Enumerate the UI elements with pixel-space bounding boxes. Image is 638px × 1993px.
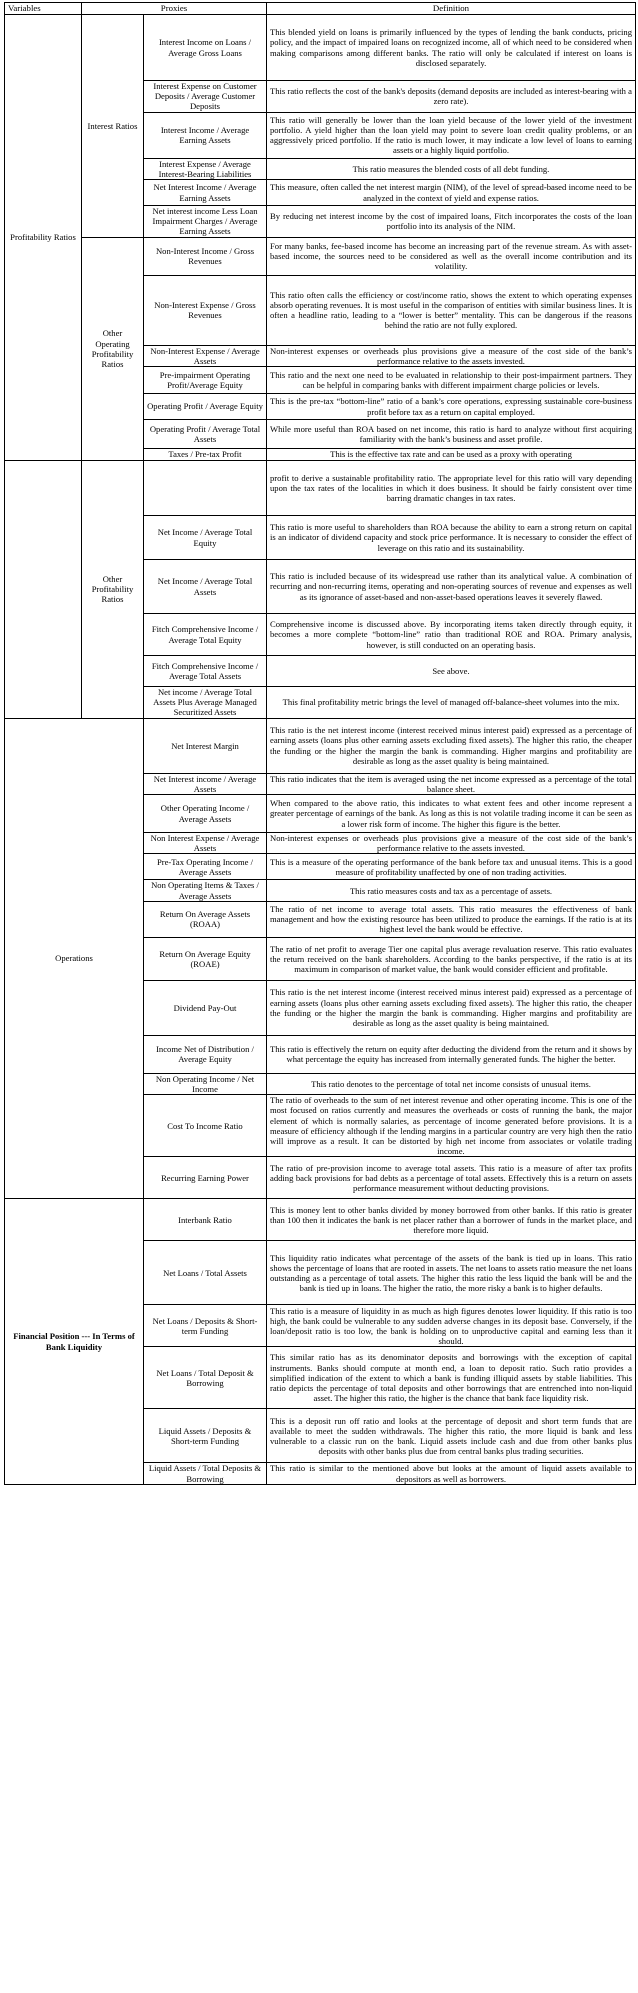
definition-cell: This ratio is the net interest income (interest received minus interest paid) expressed as a percentage of earning assets (loans plus other earning assets excluding fixed assets). The higher this ratio, the cheaper the funding or the higher the margin the bank is commanding. Higher margins and profitability are desirable as long as the asset quality is being maintained. xyxy=(267,718,636,773)
proxy-cell: Non Interest Expense / Average Assets xyxy=(144,833,267,854)
proxy-cell: Net interest income Less Loan Impairment Charges / Average Earning Assets xyxy=(144,206,267,238)
table-row xyxy=(5,237,636,275)
variable-profitability-ratios: Profitability Ratios xyxy=(5,15,82,461)
definition-cell: By reducing net interest income by the cost of impaired loans, Fitch incorporates the costs of the loan portfolio into its analysis of the NIM. xyxy=(267,206,636,238)
header-variables: Variables xyxy=(5,3,82,15)
definition-cell: This ratio is similar to the mentioned above but looks at the amount of liquid assets available to depositors as well as borrowers. xyxy=(267,1463,636,1484)
proxy-cell: Interest Income on Loans / Average Gross Loans xyxy=(144,15,267,81)
proxy-cell: Return On Average Assets (ROAA) xyxy=(144,901,267,937)
definition-cell: For many banks, fee-based income has become an increasing part of the revenue stream. As with asset-based income, the sources need to be considered as well as the overall income contribution and its volatility. xyxy=(267,237,636,275)
proxy-cell: Taxes / Pre-tax Profit xyxy=(144,449,267,461)
proxy-cell: Liquid Assets / Total Deposits & Borrowing xyxy=(144,1463,267,1484)
definition-cell: This ratio is effectively the return on equity after deducting the dividend from the return and it shows by what percentage the equity has increased from internally generated funds. The higher the better. xyxy=(267,1035,636,1073)
header-row xyxy=(5,3,636,15)
definition-cell: This ratio is the net interest income (interest received minus interest paid) expressed as a percentage of earning assets (loans plus other earning assets excluding fixed assets). The higher this ratio, the cheaper the funding or the higher the margin the bank is commanding. Higher margins and profitability are desirable as long as the asset quality is being maintained. xyxy=(267,980,636,1035)
definition-cell: This ratio will generally be lower than the loan yield because of the lower yield of the investment portfolio. A yield higher than the loan yield may point to severe loan credit quality problems, or an aggressively priced portfolio. If the ratio is much lower, it may indicate a low level of loans to earning assets or a highly liquid portfolio. xyxy=(267,112,636,158)
definition-cell: This similar ratio has as its denominator deposits and borrowings with the exception of capital instruments. Banks should compute at month end, a loan to deposit ratio. Such ratio provides a simplified indication of the extent to which a bank is funding illiquid assets by stable liabilities. This ratio depicts the percentage of total deposits and other borrowings that are entrenched into non-liquid asset. The higher this ratio, the higher is the chance that bank face liquidity risk. xyxy=(267,1347,636,1409)
proxy-cell: Net Interest Income / Average Earning Assets xyxy=(144,180,267,206)
table-row xyxy=(5,718,636,773)
definition-cell: This ratio and the next one need to be evaluated in relationship to their post-impairment partners. They can be helpful in comparing banks with different impairment charge policies or levels. xyxy=(267,367,636,394)
definition-cell: This final profitability metric brings the level of managed off-balance-sheet volumes into the mix. xyxy=(267,687,636,719)
proxy-cell: Fitch Comprehensive Income / Average Total Equity xyxy=(144,614,267,656)
proxy-cell: Interest Expense on Customer Deposits / Average Customer Deposits xyxy=(144,81,267,113)
definition-cell: The ratio of net income to average total assets. This ratio measures the effectiveness of bank management and how the existing resource has been utilized to produce the earnings. If the ratio is at its highest level the bank would be effective. xyxy=(267,901,636,937)
definition-cell: This ratio measures the blended costs of all debt funding. xyxy=(267,158,636,179)
proxy-cell: Operating Profit / Average Total Assets xyxy=(144,420,267,449)
proxy-cell: Net Interest income / Average Assets xyxy=(144,773,267,794)
definition-cell: This is the effective tax rate and can be used as a proxy with operating xyxy=(267,449,636,461)
definition-cell: While more useful than ROA based on net income, this ratio is hard to analyze without first acquiring familiarity with the bank’s business and asset profile. xyxy=(267,420,636,449)
proxy-cell: Liquid Assets / Deposits & Short-term Funding xyxy=(144,1409,267,1463)
definition-cell: profit to derive a sustainable profitability ratio. The appropriate level for this ratio will vary depending upon the tax rates of the localities in which it does business. It should be fairly consistent over time barring dramatic changes in tax rates. xyxy=(267,461,636,516)
definition-cell: This ratio denotes to the percentage of total net income consists of unusual items. xyxy=(267,1073,636,1094)
proxy-cell: Interest Income / Average Earning Assets xyxy=(144,112,267,158)
header-proxies: Proxies xyxy=(82,3,267,15)
proxy-cell: Interbank Ratio xyxy=(144,1199,267,1241)
proxy-cell: Non-Interest Income / Gross Revenues xyxy=(144,237,267,275)
proxy-cell: Non Operating Items & Taxes / Average Assets xyxy=(144,880,267,901)
definition-cell: This ratio indicates that the item is averaged using the net income expressed as a percentage of the total balance sheet. xyxy=(267,773,636,794)
definition-cell: Comprehensive income is discussed above. By incorporating items taken directly through equity, it becomes a more complete “bottom-line” ratio than traditional ROE and ROA. Primary analysis, however, is still conducted on an operating basis. xyxy=(267,614,636,656)
proxy-cell xyxy=(144,461,267,516)
definition-cell: This ratio is a measure of liquidity in as much as high figures denotes lower liquidity. If this ratio is too high, the bank could be vulnerable to any sudden adverse changes in its deposit base. Conversely, if the loan/deposit ratio is too low, the bank is holding on to unproductive capital and earning less than it should. xyxy=(267,1305,636,1347)
table-row xyxy=(5,15,636,81)
table-row xyxy=(5,1199,636,1241)
definition-cell: This is the pre-tax “bottom-line” ratio of a bank’s core operations, expressing sustainable core-business profit before tax as a return on capital employed. xyxy=(267,394,636,420)
proxy-cell: Return On Average Equity (ROAE) xyxy=(144,937,267,980)
proxy-cell: Operating Profit / Average Equity xyxy=(144,394,267,420)
table-row xyxy=(5,461,636,516)
variable-blank xyxy=(5,461,82,719)
proxy-cell: Non-Interest Expense / Gross Revenues xyxy=(144,275,267,345)
definition-cell: Non-interest expenses or overheads plus provisions give a measure of the cost side of the bank’s performance relative to the assets invested. xyxy=(267,833,636,854)
definition-cell: This blended yield on loans is primarily influenced by the types of lending the bank conducts, pricing policy, and the impact of impaired loans on recognized income, all of which need to be considered when making comparisons among different banks. The ratio will only be calculated if interest on loans is disclosed separately. xyxy=(267,15,636,81)
definition-cell: The ratio of overheads to the sum of net interest revenue and other operating income. This is one of the most focused on ratios currently and measures the overheads or costs of running the bank, the major element of which is normally salaries, as percentage of income generated before provisions. It is a measure of efficiency although if the lending margins in a particular country are very high then the ratio will improve as a result. It can be distorted by high net income from associates or volatile trading income. xyxy=(267,1095,636,1157)
definition-cell: This is money lent to other banks divided by money borrowed from other banks. If this ratio is greater than 100 then it indicates the bank is net placer rather than a borrower of funds in the market place, and therefore more liquid. xyxy=(267,1199,636,1241)
subgroup-label: Interest Ratios xyxy=(82,15,144,238)
proxy-cell: Net Loans / Total Deposit & Borrowing xyxy=(144,1347,267,1409)
proxy-cell: Net income / Average Total Assets Plus Average Managed Securitized Assets xyxy=(144,687,267,719)
definition-cell: This liquidity ratio indicates what percentage of the assets of the bank is tied up in loans. This ratio shows the percentage of loans that are rooted in assets. The net loans to assets ratio measure the net loans outstanding as a percentage of total assets. The higher this ratio the less liquid the bank will be and the bank is tied up in loans. The higher the ratio, the more risky a bank is to higher defaults. xyxy=(267,1241,636,1305)
variable-financial-position: Financial Position --- In Terms of Bank Liquidity xyxy=(5,1199,144,1484)
definition-cell: This ratio reflects the cost of the bank's deposits (demand deposits are included as interest-bearing with a zero rate). xyxy=(267,81,636,113)
definition-cell: The ratio of net profit to average Tier one capital plus average revaluation reserve. This ratio evaluates the return received on the bank shareholders. According to the banks perspective, if the ratio is at its maximum in comparison of market value, the bank would consider efficient and profitable. xyxy=(267,937,636,980)
definition-cell: This is a measure of the operating performance of the bank before tax and unusual items. This is a good measure of profitability unaffected by one of non trading activities. xyxy=(267,854,636,880)
header-definition: Definition xyxy=(267,3,636,15)
variable-operations: Operations xyxy=(5,718,144,1199)
definition-cell: This ratio is included because of its widespread use rather than its analytical value. A combination of recurring and non-recurring items, operating and non-operating sources of revenue and expenses as well as its ignorance of asset-based and non-asset-based operations leaves it severely flawed. xyxy=(267,560,636,614)
definition-cell: This ratio is more useful to shareholders than ROA because the ability to earn a strong return on capital is an indicator of dividend capacity and stock price performance. It is necessary to consider the effect of leverage on this ratio and its sustainability. xyxy=(267,516,636,560)
proxy-cell: Non-Interest Expense / Average Assets xyxy=(144,345,267,366)
proxy-cell: Pre-impairment Operating Profit/Average Equity xyxy=(144,367,267,394)
proxy-cell: Net Loans / Deposits & Short-term Funding xyxy=(144,1305,267,1347)
definition-cell: This ratio measures costs and tax as a percentage of assets. xyxy=(267,880,636,901)
proxy-cell: Fitch Comprehensive Income / Average Total Assets xyxy=(144,656,267,687)
definition-cell: Non-interest expenses or overheads plus provisions give a measure of the cost side of the bank’s performance relative to the assets invested. xyxy=(267,345,636,366)
proxy-cell: Dividend Pay-Out xyxy=(144,980,267,1035)
ratios-table xyxy=(4,2,636,1485)
subgroup-label: Other Operating Profitability Ratios xyxy=(82,237,144,460)
definition-cell: See above. xyxy=(267,656,636,687)
proxy-cell: Cost To Income Ratio xyxy=(144,1095,267,1157)
definition-cell: When compared to the above ratio, this indicates to what extent fees and other income represent a greater percentage of earnings of the bank. As long as this is not volatile trading income it can be seen as a lower risk form of income. The higher this figure is the better. xyxy=(267,795,636,833)
proxy-cell: Net Interest Margin xyxy=(144,718,267,773)
proxy-cell: Net Loans / Total Assets xyxy=(144,1241,267,1305)
proxy-cell: Pre-Tax Operating Income / Average Assets xyxy=(144,854,267,880)
proxy-cell: Other Operating Income / Average Assets xyxy=(144,795,267,833)
proxy-cell: Non Operating Income / Net Income xyxy=(144,1073,267,1094)
proxy-cell: Net Income / Average Total Equity xyxy=(144,516,267,560)
proxy-cell: Interest Expense / Average Interest-Bearing Liabilities xyxy=(144,158,267,179)
proxy-cell: Income Net of Distribution / Average Equity xyxy=(144,1035,267,1073)
subgroup-label: Other Profitability Ratios xyxy=(82,461,144,719)
proxy-cell: Recurring Earning Power xyxy=(144,1157,267,1199)
definition-cell: The ratio of pre-provision income to average total assets. This ratio is a measure of after tax profits adding back provisions for bad debts as a percentage of total assets. Effectively this is a return on assets performance measurement without deducting provisions. xyxy=(267,1157,636,1199)
proxy-cell: Net Income / Average Total Assets xyxy=(144,560,267,614)
definition-cell: This measure, often called the net interest margin (NIM), of the level of spread-based income need to be analyzed in the context of yield and expense ratios. xyxy=(267,180,636,206)
definition-cell: This ratio often calls the efficiency or cost/income ratio, shows the extent to which operating expenses absorb operating revenues. It is most useful in the comparison of entities with similar business lines. It is often a headline ratio, leading to a “lower is better” mentality. This can be dangerous if the reasons behind the ratio are not fully explored. xyxy=(267,275,636,345)
definition-cell: This is a deposit run off ratio and looks at the percentage of deposit and short term funds that are available to meet the sudden withdrawals. The higher this ratio, the more liquid is bank and less vulnerable to a classic run on the bank. Liquid assets include cash and due from other banks plus deposits with other banks plus due from central banks plus trading securities. xyxy=(267,1409,636,1463)
